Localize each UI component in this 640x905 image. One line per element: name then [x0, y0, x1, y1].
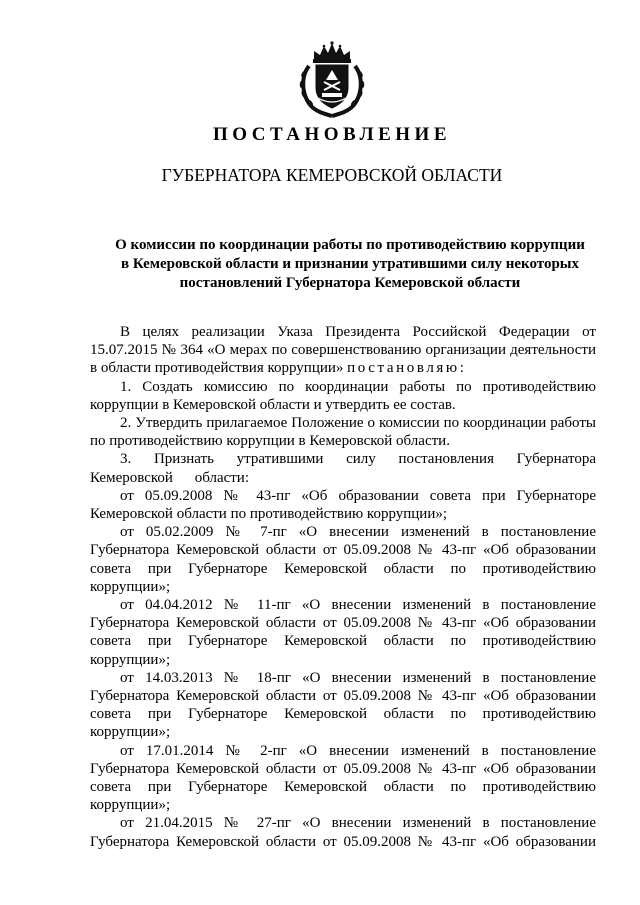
title-line: О комиссии по координации работы по противодействию коррупции — [115, 237, 585, 253]
repealed-item: от 17.01.2014 № 2-пг «О внесении изменений в постановление Губернатора Кемеровской области от 05.09.2008 № 43-пг «Об образовании совета при Губернаторе Кемеровской области по противодействию коррупции»; — [90, 742, 596, 814]
title-line: постановлений Губернатора Кемеровской области — [179, 275, 521, 291]
repealed-item: от 14.03.2013 № 18-пг «О внесении изменений в постановление Губернатора Кемеровской области от 05.09.2008 № 43-пг «Об образовании совета при Губернаторе Кемеровской области по противодействию коррупции»; — [90, 669, 596, 741]
preamble-colon: : — [459, 360, 464, 377]
clause-1: 1. Создать комиссию по координации работы по противодействию коррупции в Кемеровской области и утвердить ее состав. — [90, 378, 596, 413]
preamble-paragraph — [90, 323, 596, 378]
repealed-item: от 05.09.2008 № 43-пг «Об образовании совета при Губернаторе Кемеровской области по противодействию коррупции»; — [90, 487, 596, 523]
repealed-item: от 21.04.2015 № 27-пг «О внесении изменений в постановление Губернатора Кемеровской области от 05.09.2008 № 43-пг «Об образовании — [90, 815, 596, 850]
document-body — [90, 323, 596, 851]
preamble-text: В целях реализации Указа Президента Российской Федерации от 15.07.2015 № 364 «О мерах по совершенствованию организации деятельности в области противодействия коррупции» — [90, 324, 596, 377]
title-line: в Кемеровской области и признании утратившими силу некоторых — [120, 256, 580, 272]
issuing-authority: ГУБЕРНАТОРА КЕМЕРОВСКОЙ ОБЛАСТИ — [161, 165, 503, 185]
document-type-heading: ПОСТАНОВЛЕНИЕ — [212, 124, 452, 145]
kemerovo-coat-of-arms-icon — [297, 40, 367, 118]
repealed-item: от 05.02.2009 № 7-пг «О внесении изменений в постановление Губернатора Кемеровской области от 05.09.2008 № 43-пг «Об образовании совета при Губернаторе Кемеровской области по противодействию коррупции»; — [90, 524, 596, 595]
document-title — [90, 236, 610, 293]
decree-word: постановляю — [347, 360, 460, 377]
repealed-item: от 04.04.2012 № 11-пг «О внесении изменений в постановление Губернатора Кемеровской области от 05.09.2008 № 43-пг «Об образовании совета при Губернаторе Кемеровской области по противодействию коррупции»; — [90, 597, 596, 668]
clause-2: 2. Утвердить прилагаемое Положение о комиссии по координации работы по противодействию коррупции в Кемеровской области. — [90, 415, 596, 450]
clause-3: 3. Признать утратившими силу постановления Губернатора Кемеровской области: — [90, 451, 596, 486]
